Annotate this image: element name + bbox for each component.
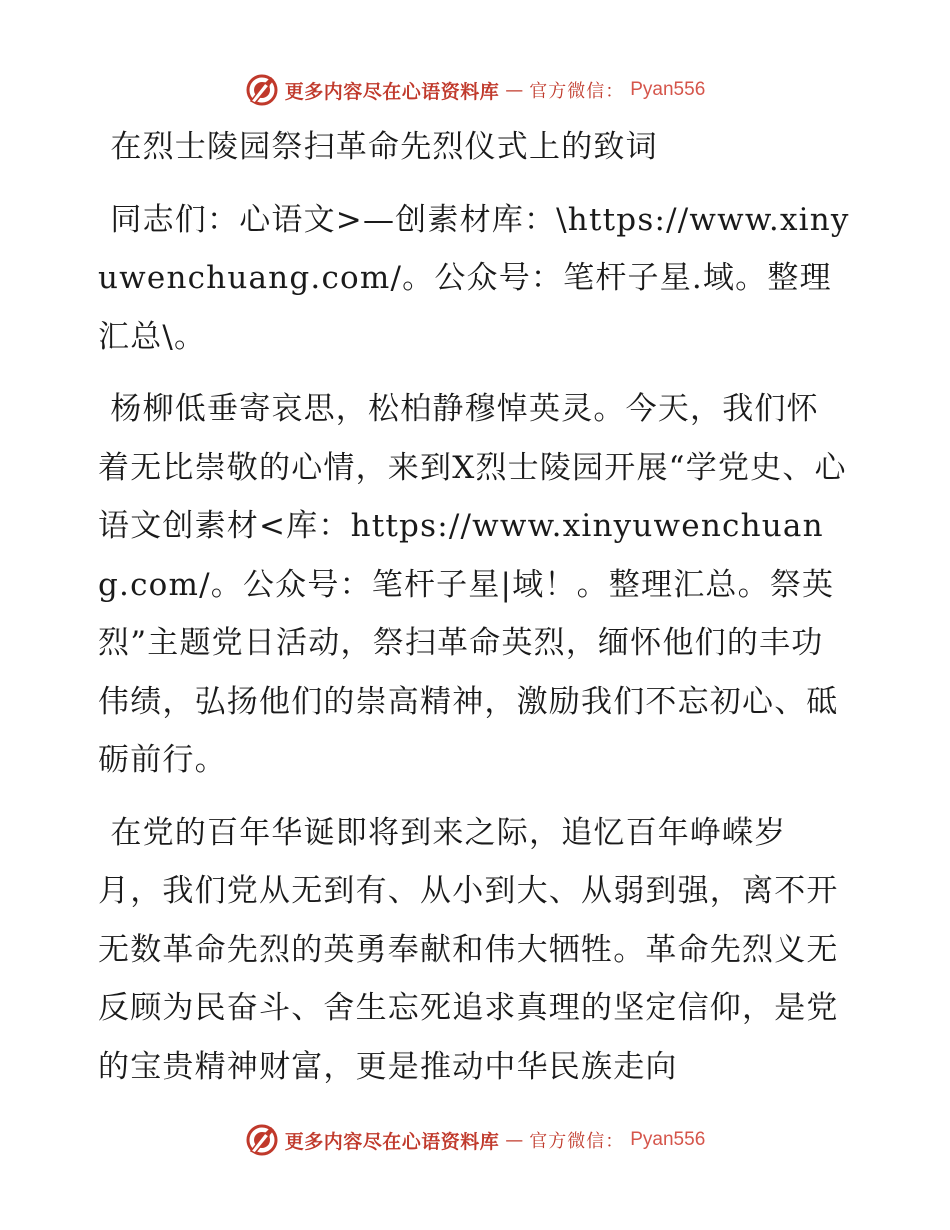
document-title: 在烈士陵园祭扫革命先烈仪式上的致词	[110, 129, 658, 165]
banner-wechat-id: Pyan556	[630, 79, 706, 100]
banner-wechat-label: 官方微信：	[529, 81, 625, 102]
footer-banner	[0, 1120, 950, 1160]
banner-separator: —	[505, 79, 524, 101]
pen-logo-icon	[245, 73, 279, 107]
banner-brand-text: 更多内容尽在心语资料库	[284, 80, 500, 103]
paragraph-3: 在党的百年华诞即将到来之际，追忆百年峥嵘岁月，我们党从无到有、从小到大、从弱到强，离不开无数革命先烈的英勇奉献和伟大牺牲。革命先烈义无反顾为民奋斗、舍生忘死追求真理的坚定信仰，是党的宝贵精神财富，更是推动中华民族走向	[98, 814, 839, 1085]
paragraph-2: 杨柳低垂寄哀思，松柏静穆悼英灵。今天，我们怀着无比崇敬的心情，来到X烈士陵园开展“学党史、心语文创素材<库：https://www.xinyuwenchuang.com/。公众号：笔杆子星|域！。整理汇总。祭英烈”主题党日活动，祭扫革命英烈，缅怀他们的丰功伟绩，弘扬他们的崇高精神，激励我们不忘初心、砥砺前行。	[98, 391, 847, 778]
footer-wechat-label: 官方微信：	[529, 1131, 625, 1152]
footer-separator: —	[505, 1129, 524, 1151]
document-body	[98, 118, 850, 1110]
footer-wechat-id: Pyan556	[630, 1129, 706, 1150]
paragraph-1: 同志们：心语文>—创素材库：\https://www.xinyuwenchuang.com/。公众号：笔杆子星.域。整理汇总\。	[98, 201, 850, 355]
header-banner	[0, 70, 950, 110]
pen-logo-icon	[245, 1123, 279, 1157]
footer-brand-text: 更多内容尽在心语资料库	[284, 1130, 500, 1153]
